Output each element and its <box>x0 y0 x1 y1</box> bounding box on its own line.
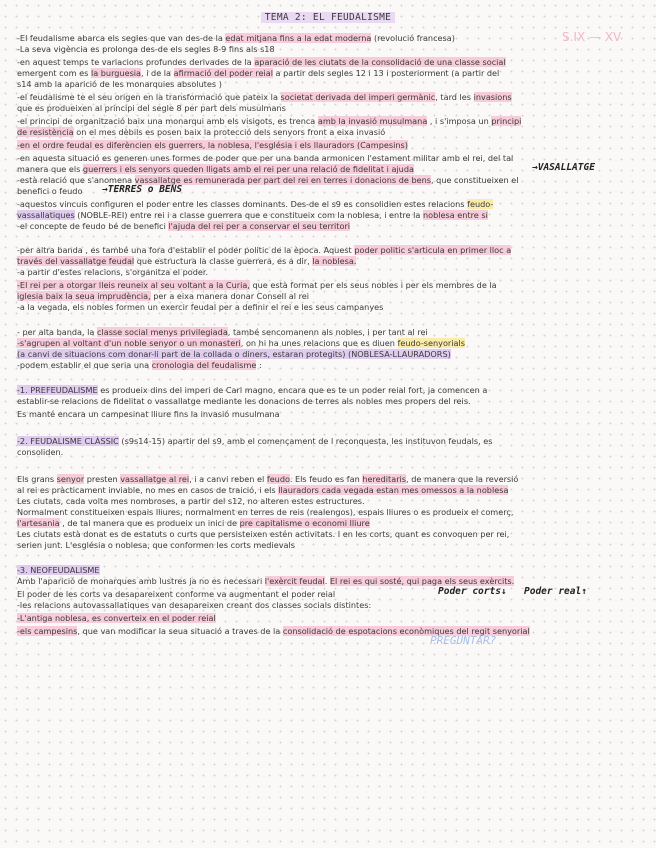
note-text: -en aquest temps te variacions profundes derivades de la <box>17 57 255 67</box>
highlighted-text: -en el ordre feudal es diferèncien els guerrers, la noblesa, l'església i els llauradors (Campesins) <box>17 140 408 150</box>
note-text: que es produeixen al principi del segle 8 per part dels musulmans <box>17 103 286 113</box>
highlighted-text: vassallatge al rei <box>120 474 190 484</box>
note-text: benefici o feudo <box>17 186 83 196</box>
highlighted-text: l'artesania <box>17 518 60 528</box>
note-line <box>17 496 641 507</box>
highlighted-text: la noblesa. <box>312 256 357 266</box>
highlighted-text: l'exèrcit feudal <box>264 576 325 586</box>
highlighted-text: -1. PREFEUDALISME <box>17 385 98 395</box>
note-line <box>17 518 641 529</box>
note-text: emergent com es <box>17 68 91 78</box>
highlighted-text: vassallatge es remunerada per part del rei en terres i donacions de bens <box>134 175 431 185</box>
note-text: , i a canvi reben el <box>189 474 267 484</box>
note-text: , de tal manera que es produeix un inici de <box>59 518 240 528</box>
highlighted-text: -s'agrupen al voltant d'un noble senyor o un monasteri <box>17 338 241 348</box>
note-line <box>17 447 641 458</box>
note-line <box>17 349 641 360</box>
note-text: , que van modificar la seua situació a traves de la <box>77 626 283 636</box>
note-text: manera que els <box>17 164 83 174</box>
note-line <box>17 256 641 267</box>
note-text: -a partir d'estes relacions, s'organitza el poder. <box>17 267 209 277</box>
handwritten-vasallatge: →VASALLATGE <box>532 162 595 173</box>
note-line <box>17 140 641 151</box>
note-text: - per alta banda, la <box>17 327 97 337</box>
note-line <box>17 626 641 637</box>
page-title: TEMA 2: EL FEUDALISME <box>0 12 656 23</box>
note-text: -El feudalisme abarca els segles que van des-de la <box>17 33 226 43</box>
note-text: -està relació que s'anomena <box>17 175 135 185</box>
note-line <box>17 245 641 256</box>
handwritten-preguntar: PREGUNTAR? <box>430 634 497 647</box>
note-text: -per altra banda , es també una fora d'establir el poder politic de la època. Aquest <box>17 245 355 255</box>
highlighted-text: feudo <box>266 474 290 484</box>
highlighted-text: edat mitjana fins a la edat moderna <box>225 33 372 43</box>
highlighted-text: cronologia del feudalisme <box>151 360 257 370</box>
note-text: , també sencomanenn als nobles, i per tant al rei <box>227 327 428 337</box>
highlighted-text: de resistència <box>17 127 74 137</box>
highlighted-text: guerrers i els senyors queden lligats amb el rei per una relació de fidelitat i ajuda <box>82 164 414 174</box>
highlighted-text: feudo- <box>467 199 494 209</box>
note-line <box>17 385 641 396</box>
handwritten-terres-bens: →TERRES o BENS <box>102 184 183 195</box>
note-text: . Els feudo es fan <box>289 474 363 484</box>
note-text: on el mes dèbils es posen baix la protecció dels senyors front a eixa invasió <box>73 127 386 137</box>
note-line <box>17 221 641 232</box>
note-text: a partir dels segles 12 i 13 i posteriorment (a partir del <box>272 68 500 78</box>
note-line <box>17 44 641 55</box>
note-text: , i de la <box>141 68 174 78</box>
note-text: Es manté encara un campesinat lliure fins la invasió musulmana <box>17 409 280 419</box>
note-text: (s9s14-15) apartir del s9, amb el començament de l reconquesta, les instituvon feudals, es <box>118 436 493 446</box>
note-line <box>17 613 641 624</box>
handwritten-poder-corts: Poder corts↓ <box>438 586 507 597</box>
highlighted-text: (a canvi de situacions com donar-li part de la collada o diners, estaran protegits) (NOBLESA-LLAURADORS) <box>17 349 451 359</box>
note-text: establir-se relacions de fidelitat o vassallatge mediante les donacions de terres als nobles mes propers del reis. <box>17 396 471 406</box>
note-line <box>17 103 641 114</box>
note-text: Les ciutats està donat es de estatuts o curts que persisteixen estén activitats. I en les corts, quant es convoquen per rei, <box>17 529 510 539</box>
note-text: per a eixa manera donar Consell al rei <box>150 291 310 301</box>
note-text: presten <box>84 474 121 484</box>
highlighted-text: pre capitalisme o economi lliure <box>239 518 370 528</box>
note-text: s14 amb la aparició de les monarquies absolutes ) <box>17 79 222 89</box>
note-text: -en aquesta situació es generen unes formes de poder que per una banda armonicen l'estament militar amb el rei, del tal <box>17 153 514 163</box>
note-line <box>17 409 641 420</box>
note-text: -el feudalisme te el seu origen en la transformació que pateix la <box>17 92 281 102</box>
note-line <box>17 199 641 210</box>
handwritten-poder-real: Poder real↑ <box>524 586 587 597</box>
note-line <box>17 267 641 278</box>
note-text: -podem establir el que seria una <box>17 360 152 370</box>
note-line <box>17 327 641 338</box>
note-text: (NOBLE-REI) entre rei i a classe guerrera que e constitueix com la noblesa, i entre la <box>74 210 423 220</box>
highlighted-text: El rei es qui sosté, qui paga els seus exèrcits. <box>329 576 515 586</box>
note-line <box>17 565 641 576</box>
note-line <box>17 116 641 127</box>
note-text: -aquestos vincuis configuren el poder entre les classes dominants. Des-de el s9 es consolidien estes relacions <box>17 199 468 209</box>
highlighted-text: afirmació del poder reial <box>173 68 273 78</box>
highlighted-text: feudo-senyorials <box>397 338 465 348</box>
highlighted-text: -2. FEUDALISME CLÀSSIC <box>17 436 119 446</box>
note-text: al rei es pràcticament inviable, no mes en casos de traició, i els <box>17 485 279 495</box>
highlighted-text: poder politic s'articula en primer lloc a <box>354 245 512 255</box>
highlighted-text: noblesa entre si <box>422 210 488 220</box>
note-line <box>17 127 641 138</box>
highlighted-text: la burguesia <box>90 68 142 78</box>
note-line <box>17 485 641 496</box>
note-line <box>17 68 641 79</box>
note-text: -a la vegada, els nobles formen un exercir feudal per a definir el rei e les seus campanyes <box>17 302 384 312</box>
note-text: -el principi de organització baix una monarqui amb els visigots, es trenca <box>17 116 318 126</box>
note-text: Els grans <box>17 474 57 484</box>
note-line <box>17 540 641 551</box>
note-text: (revolució francesa) <box>371 33 455 43</box>
margin-note: S.IX — XV <box>562 30 622 44</box>
note-line <box>17 338 641 349</box>
highlighted-text: llauradors cada vegada estan mes omessos a la noblesa <box>278 485 509 495</box>
highlighted-text: -El rei per a otorgar lleis reuneix al seu voltant a la Curia, <box>17 280 250 290</box>
note-text: , on hi ha unes relacions que es diuen <box>240 338 398 348</box>
note-line <box>17 600 641 611</box>
highlighted-text: amb la invasió musulmana <box>317 116 428 126</box>
note-line <box>17 474 641 485</box>
highlighted-text: -L'antiga noblesa, es converteix en el poder reial <box>17 613 216 623</box>
note-line <box>17 507 641 518</box>
highlighted-text: iglesia baix la seua imprudència, <box>17 291 151 301</box>
highlighted-text: classe social menys privilegiada <box>97 327 228 337</box>
note-text: serien junt. L'església o noblesa, que conformen les corts medievals <box>17 540 295 550</box>
note-text: , que constitueixen el <box>431 175 519 185</box>
highlighted-text: través del vassallatge feudal <box>17 256 135 266</box>
note-line <box>17 529 641 540</box>
note-text: , de manera que la reversió <box>406 474 519 484</box>
highlighted-text: vassallatiques <box>17 210 75 220</box>
highlighted-text: l'ajuda del rei per a conservar el seu territori <box>168 221 351 231</box>
note-text: Les ciutats, cada volta mes nombroses, a partir del s12, no alteren estes estructures. <box>17 496 365 506</box>
highlighted-text: consolidació de espotacions econòmiques del regit senyorial <box>282 626 530 636</box>
note-line <box>17 92 641 103</box>
note-text: -La seva vigència es prolonga des-de els segles 8-9 fins als s18 <box>17 44 275 54</box>
note-text: , tard les <box>435 92 474 102</box>
note-text: consoliden. <box>17 447 64 457</box>
highlighted-text: aparació de les ciutats de la consolidació de una classe social <box>254 57 506 67</box>
highlighted-text: societat derivada del imperi germànic <box>280 92 436 102</box>
note-text: . <box>324 576 330 586</box>
note-text: es produeix dins del imperi de Carl magno, encara que es te un poder reial fort, ja comencen a <box>97 385 488 395</box>
highlighted-text: senyor <box>56 474 85 484</box>
note-text: -les relacions autovassallatiques van desapareixen creant dos classes socials distintes: <box>17 600 372 610</box>
note-line <box>17 280 641 291</box>
note-text: Amb l'aparició de monarques amb lustres ja no es necessari <box>17 576 265 586</box>
note-line <box>17 360 641 371</box>
note-line <box>17 302 641 313</box>
highlighted-text: invasions <box>473 92 512 102</box>
note-line <box>17 57 641 68</box>
highlighted-text: principi <box>491 116 522 126</box>
note-line <box>17 291 641 302</box>
note-text: El poder de les corts va desapareixent conforme va augmentant el poder reial <box>17 589 336 599</box>
note-line <box>17 436 641 447</box>
note-text: que està format per els seus nobles i per els membres de la <box>249 280 497 290</box>
note-text: : <box>256 360 262 370</box>
note-line <box>17 33 641 44</box>
note-line <box>17 210 641 221</box>
note-text: , i s'imposa un <box>427 116 492 126</box>
note-line <box>17 396 641 407</box>
highlighted-text: -3. NEOFEUDALISME <box>17 565 100 575</box>
note-text: que estructura la classe guerrera, es a dir, <box>134 256 313 266</box>
highlighted-text: -els campesins <box>17 626 78 636</box>
highlighted-text: hereditaris <box>362 474 407 484</box>
note-text: -el concepte de feudo bé de benefici <box>17 221 169 231</box>
note-line <box>17 79 641 90</box>
note-text: Normalment constitueixen espais lliures, normalment en terres de reis (realengos), espais lliures o es produeix el comerç, <box>17 507 514 517</box>
